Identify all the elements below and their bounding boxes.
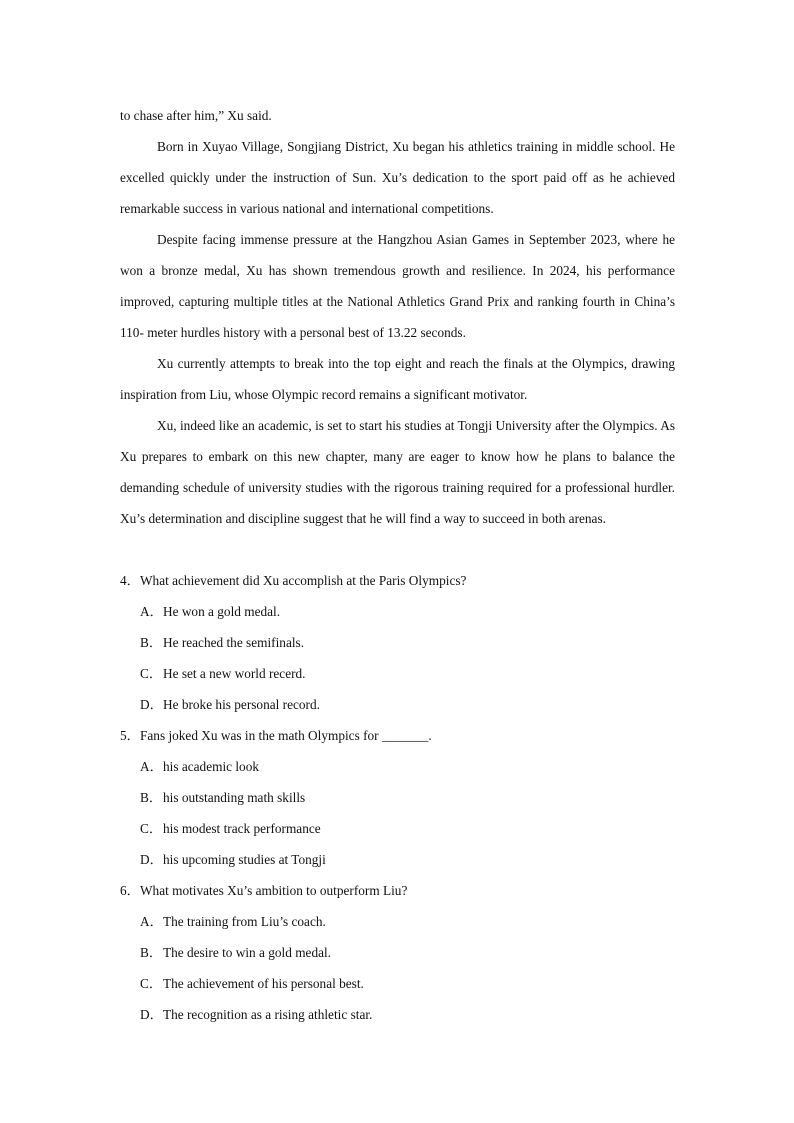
question-4 (120, 565, 675, 720)
question-text: Fans joked Xu was in the math Olympics for _______. (140, 728, 432, 743)
passage-paragraph: to chase after him,” Xu said. (120, 108, 272, 123)
option-letter: B． (140, 945, 163, 960)
option-letter: D． (140, 697, 163, 712)
option-letter: B． (140, 635, 163, 650)
reading-passage (120, 100, 675, 534)
question-6 (120, 875, 675, 1030)
answer-option[interactable] (120, 906, 675, 937)
answer-option[interactable] (120, 999, 675, 1030)
option-text: his modest track performance (163, 821, 321, 836)
question-number: 6． (120, 883, 140, 898)
passage-paragraph: Xu, indeed like an academic, is set to start his studies at Tongji University after the Olympics. As Xu prepares to embark on this new chapter, many are eager to know how he plans to balance the demanding schedule of university studies with the rigorous training required for a professional hurdler. Xu’s determination and discipline suggest that he will find a way to succeed in both arenas. (120, 418, 675, 526)
option-text: his outstanding math skills (163, 790, 306, 805)
option-text: The desire to win a gold medal. (163, 945, 332, 960)
question-number: 5． (120, 728, 140, 743)
option-text: He set a new world recerd. (163, 666, 306, 681)
question-5 (120, 720, 675, 875)
answer-option[interactable] (120, 689, 675, 720)
answer-option[interactable] (120, 782, 675, 813)
passage-paragraph: Born in Xuyao Village, Songjiang District, Xu began his athletics training in middle school. He excelled quickly under the instruction of Sun. Xu’s dedication to the sport paid off as he achieved remarkable success in various national and international competitions. (120, 139, 675, 216)
option-text: The training from Liu’s coach. (163, 914, 326, 929)
option-letter: A． (140, 759, 163, 774)
option-text: his academic look (163, 759, 259, 774)
option-letter: A． (140, 914, 163, 929)
option-letter: B． (140, 790, 163, 805)
option-letter: C． (140, 976, 163, 991)
question-number: 4． (120, 573, 140, 588)
answer-option[interactable] (120, 596, 675, 627)
answer-option[interactable] (120, 844, 675, 875)
passage-paragraph: Xu currently attempts to break into the top eight and reach the finals at the Olympics, drawing inspiration from Liu, whose Olympic record remains a significant motivator. (120, 356, 675, 402)
option-text: his upcoming studies at Tongji (163, 852, 326, 867)
option-letter: D． (140, 1007, 163, 1022)
passage-paragraph: Despite facing immense pressure at the Hangzhou Asian Games in September 2023, where he won a bronze medal, Xu has shown tremendous growth and resilience. In 2024, his performance improved, capturing multiple titles at the National Athletics Grand Prix and ranking fourth in China’s 110- meter hurdles history with a personal best of 13.22 seconds. (120, 232, 675, 340)
answer-option[interactable] (120, 627, 675, 658)
question-text: What achievement did Xu accomplish at the Paris Olympics? (140, 573, 467, 588)
option-text: He reached the semifinals. (163, 635, 305, 650)
option-text: The achievement of his personal best. (163, 976, 364, 991)
option-letter: C． (140, 666, 163, 681)
question-stem (120, 565, 675, 596)
question-text: What motivates Xu’s ambition to outperform Liu? (140, 883, 408, 898)
question-list (120, 565, 675, 1030)
option-letter: D． (140, 852, 163, 867)
answer-option[interactable] (120, 751, 675, 782)
option-text: He won a gold medal. (163, 604, 281, 619)
option-letter: C． (140, 821, 163, 836)
answer-option[interactable] (120, 658, 675, 689)
question-stem (120, 720, 675, 751)
answer-option[interactable] (120, 813, 675, 844)
answer-option[interactable] (120, 937, 675, 968)
answer-option[interactable] (120, 968, 675, 999)
option-letter: A． (140, 604, 163, 619)
question-stem (120, 875, 675, 906)
option-text: He broke his personal record. (163, 697, 320, 712)
option-text: The recognition as a rising athletic star. (163, 1007, 373, 1022)
